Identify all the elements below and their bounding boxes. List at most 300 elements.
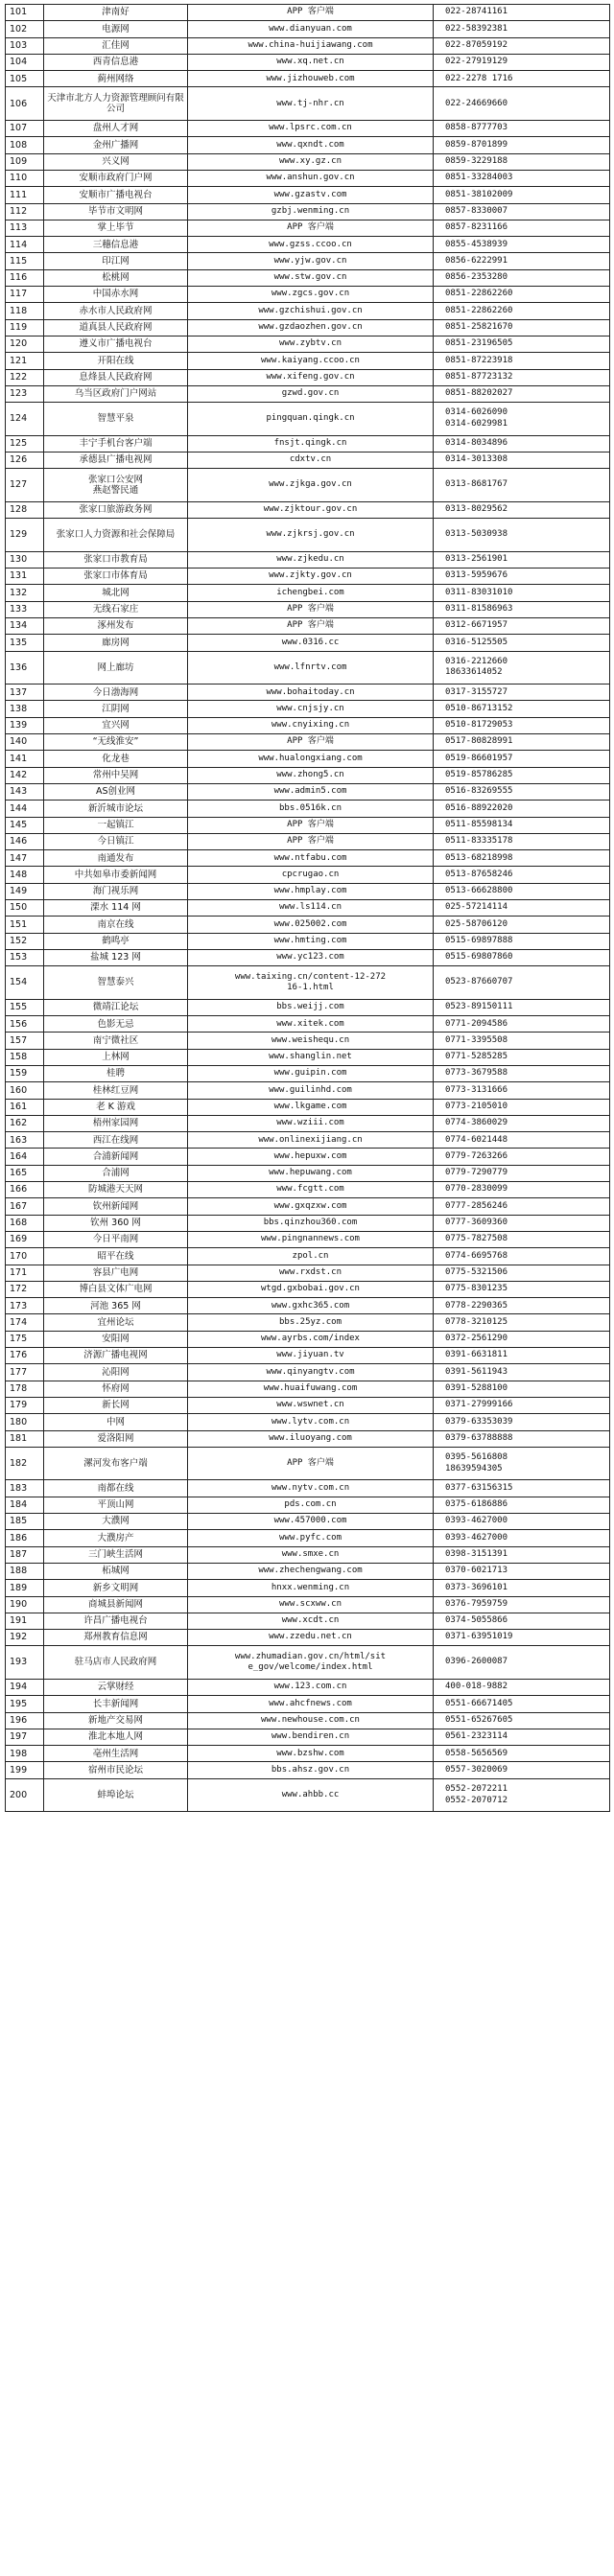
row-number: 122 <box>6 369 44 385</box>
row-number: 129 <box>6 519 44 552</box>
contact-phone: 0858-8777703 <box>434 121 610 137</box>
table-row <box>6 369 610 385</box>
row-number: 161 <box>6 1099 44 1115</box>
site-url: www.zjkty.gov.cn <box>188 569 434 585</box>
site-url: bbs.0516k.cn <box>188 801 434 817</box>
site-name: 南宁微社区 <box>44 1033 188 1049</box>
row-number: 105 <box>6 71 44 87</box>
contact-phone: 0771-5285285 <box>434 1049 610 1065</box>
contact-phone: 0393-4627000 <box>434 1530 610 1546</box>
site-name: 郑州教育信息网 <box>44 1630 188 1646</box>
table-row <box>6 303 610 319</box>
site-url: www.jiyuan.tv <box>188 1348 434 1364</box>
contact-phone: 0313-5030938 <box>434 519 610 552</box>
site-name: 溧水 114 网 <box>44 900 188 917</box>
site-name: 老 K 游戏 <box>44 1099 188 1115</box>
site-name: 张家口人力资源和社会保障局 <box>44 519 188 552</box>
table-row <box>6 1231 610 1247</box>
contact-phone: 0856-2353280 <box>434 269 610 286</box>
row-number: 199 <box>6 1762 44 1778</box>
table-row <box>6 1596 610 1613</box>
table-row <box>6 783 610 800</box>
row-number: 166 <box>6 1182 44 1198</box>
site-name: 沁阳网 <box>44 1364 188 1381</box>
site-url: www.ahcfnews.com <box>188 1696 434 1712</box>
site-name: 平顶山网 <box>44 1497 188 1513</box>
contact-phone: 025-57214114 <box>434 900 610 917</box>
table-row <box>6 1397 610 1413</box>
row-number: 191 <box>6 1613 44 1629</box>
contact-phone: 0511-85598134 <box>434 817 610 833</box>
row-number: 119 <box>6 319 44 336</box>
site-url: www.ntfabu.com <box>188 850 434 867</box>
site-name: 怀府网 <box>44 1381 188 1397</box>
row-number: 153 <box>6 949 44 965</box>
site-name: 中国赤水网 <box>44 287 188 303</box>
site-url: cpcrugao.cn <box>188 867 434 883</box>
site-url: www.zhumadian.gov.cn/html/sit e_gov/welcome/index.html <box>188 1646 434 1680</box>
contact-phone: 0371-27999166 <box>434 1397 610 1413</box>
contact-phone: 0774-6695768 <box>434 1248 610 1265</box>
contact-phone: 0552-2072211 0552-2070712 <box>434 1778 610 1812</box>
site-name: 防城港天天网 <box>44 1182 188 1198</box>
table-row <box>6 519 610 552</box>
contact-phone: 0775-7827508 <box>434 1231 610 1247</box>
table-row <box>6 1762 610 1778</box>
site-name: 蓟州网络 <box>44 71 188 87</box>
site-name: 今日镇江 <box>44 833 188 849</box>
row-number: 164 <box>6 1149 44 1165</box>
contact-phone: 0775-8301235 <box>434 1281 610 1297</box>
row-number: 184 <box>6 1497 44 1513</box>
site-name: 盐城 123 网 <box>44 949 188 965</box>
table-row <box>6 1149 610 1165</box>
contact-phone: 0851-38102009 <box>434 187 610 203</box>
site-name: 涿州发布 <box>44 617 188 634</box>
contact-phone: 0857-8231166 <box>434 220 610 236</box>
table-row <box>6 883 610 899</box>
table-row <box>6 1049 610 1065</box>
contact-phone: 0777-3609360 <box>434 1215 610 1231</box>
table-row <box>6 1778 610 1812</box>
row-number: 136 <box>6 651 44 685</box>
site-url: www.taixing.cn/content-12-272 16-1.html <box>188 966 434 1000</box>
row-number: 188 <box>6 1563 44 1579</box>
contact-phone: 022-24669660 <box>434 87 610 121</box>
site-url: www.bzshw.com <box>188 1746 434 1762</box>
site-url: www.ayrbs.com/index <box>188 1331 434 1347</box>
row-number: 117 <box>6 287 44 303</box>
table-row <box>6 1182 610 1198</box>
row-number: 121 <box>6 353 44 369</box>
table-row <box>6 1580 610 1596</box>
contact-phone: 0313-5959676 <box>434 569 610 585</box>
site-url: www.zhong5.cn <box>188 767 434 783</box>
site-name: 河池 365 网 <box>44 1298 188 1314</box>
table-row <box>6 220 610 236</box>
site-name: 常州中吴网 <box>44 767 188 783</box>
contact-phone: 022-28741161 <box>434 5 610 21</box>
contact-phone: 0513-87658246 <box>434 867 610 883</box>
contact-phone: 0316-5125505 <box>434 635 610 651</box>
contact-phone: 0855-4538939 <box>434 237 610 253</box>
row-number: 113 <box>6 220 44 236</box>
site-url: www.wziii.com <box>188 1115 434 1131</box>
contact-phone: 0379-63353039 <box>434 1414 610 1430</box>
site-url: www.jizhouweb.com <box>188 71 434 87</box>
contact-phone: 0561-2323114 <box>434 1729 610 1745</box>
contact-phone: 0391-6631811 <box>434 1348 610 1364</box>
row-number: 118 <box>6 303 44 319</box>
contact-phone: 0317-3155727 <box>434 685 610 701</box>
table-row <box>6 1281 610 1297</box>
row-number: 171 <box>6 1265 44 1281</box>
contact-phone: 022-87059192 <box>434 37 610 54</box>
site-name: 上林网 <box>44 1049 188 1065</box>
table-row <box>6 1696 610 1712</box>
site-url: www.gxhc365.com <box>188 1298 434 1314</box>
table-row <box>6 37 610 54</box>
site-name: 钦州 360 网 <box>44 1215 188 1231</box>
contact-phone: 0771-3395508 <box>434 1033 610 1049</box>
contact-phone: 0851-23196505 <box>434 336 610 352</box>
contact-phone: 0398-3151391 <box>434 1546 610 1563</box>
contact-phone: 400-018-9882 <box>434 1679 610 1695</box>
table-row <box>6 5 610 21</box>
site-name: 松桃网 <box>44 269 188 286</box>
site-url: www.xifeng.gov.cn <box>188 369 434 385</box>
row-number: 115 <box>6 253 44 269</box>
row-number: 189 <box>6 1580 44 1596</box>
table-row <box>6 153 610 170</box>
site-url: www.nytv.com.cn <box>188 1480 434 1497</box>
site-url: APP 客户端 <box>188 5 434 21</box>
contact-phone: 0851-22862260 <box>434 287 610 303</box>
site-name: AS创业网 <box>44 783 188 800</box>
contact-phone: 0770-2830099 <box>434 1182 610 1198</box>
site-url: www.zzedu.net.cn <box>188 1630 434 1646</box>
row-number: 123 <box>6 385 44 402</box>
site-name: 爱洛阳网 <box>44 1430 188 1447</box>
contact-phone: 0312-6671957 <box>434 617 610 634</box>
row-number: 116 <box>6 269 44 286</box>
contact-phone: 0377-63156315 <box>434 1480 610 1497</box>
site-name: 大濮网 <box>44 1514 188 1530</box>
row-number: 151 <box>6 917 44 933</box>
site-name: 鹤鸣亭 <box>44 933 188 949</box>
table-row <box>6 21 610 37</box>
row-number: 170 <box>6 1248 44 1265</box>
contact-phone: 0375-6186886 <box>434 1497 610 1513</box>
row-number: 162 <box>6 1115 44 1131</box>
site-name: 毕节市文明网 <box>44 203 188 220</box>
site-url: www.newhouse.com.cn <box>188 1712 434 1729</box>
site-url: www.zjkedu.cn <box>188 551 434 568</box>
contact-phone: 0774-3860029 <box>434 1115 610 1131</box>
site-name: 柘城网 <box>44 1563 188 1579</box>
site-name: 许昌广播电视台 <box>44 1613 188 1629</box>
table-row <box>6 1430 610 1447</box>
contact-phone: 0513-68218998 <box>434 850 610 867</box>
table-row <box>6 1630 610 1646</box>
site-name: 息烽县人民政府网 <box>44 369 188 385</box>
site-url: www.yc123.com <box>188 949 434 965</box>
contact-phone: 0773-3131666 <box>434 1082 610 1099</box>
table-row <box>6 269 610 286</box>
site-name: 宿州市民论坛 <box>44 1762 188 1778</box>
row-number: 190 <box>6 1596 44 1613</box>
contact-phone: 0371-63951019 <box>434 1630 610 1646</box>
site-name: 三门峡生活网 <box>44 1546 188 1563</box>
site-name: 新地产交易网 <box>44 1712 188 1729</box>
site-name: 乌当区政府门户网站 <box>44 385 188 402</box>
row-number: 154 <box>6 966 44 1000</box>
site-url: www.fcgtt.com <box>188 1182 434 1198</box>
row-number: 163 <box>6 1132 44 1149</box>
table-row <box>6 601 610 617</box>
row-number: 175 <box>6 1331 44 1347</box>
site-name: 云掌财经 <box>44 1679 188 1695</box>
row-number: 182 <box>6 1447 44 1480</box>
row-number: 152 <box>6 933 44 949</box>
table-row <box>6 999 610 1015</box>
contact-phone: 0311-81586963 <box>434 601 610 617</box>
contact-phone: 0771-2094586 <box>434 1016 610 1033</box>
row-number: 194 <box>6 1679 44 1695</box>
site-name: 钦州新闻网 <box>44 1198 188 1215</box>
row-number: 143 <box>6 783 44 800</box>
contact-phone: 0372-2561290 <box>434 1331 610 1347</box>
table-row <box>6 635 610 651</box>
site-url: www.pingnannews.com <box>188 1231 434 1247</box>
site-url: www.lytv.com.cn <box>188 1414 434 1430</box>
site-url: www.admin5.com <box>188 783 434 800</box>
site-name: 城北网 <box>44 585 188 601</box>
site-url: www.zhechengwang.com <box>188 1563 434 1579</box>
contact-phone: 0851-25821670 <box>434 319 610 336</box>
contact-phone: 0313-2561901 <box>434 551 610 568</box>
contact-phone: 0851-87223918 <box>434 353 610 369</box>
site-name: 无线石家庄 <box>44 601 188 617</box>
site-url: www.zybtv.cn <box>188 336 434 352</box>
table-row <box>6 767 610 783</box>
contact-phone: 0557-3020069 <box>434 1762 610 1778</box>
row-number: 110 <box>6 170 44 186</box>
row-number: 165 <box>6 1165 44 1181</box>
site-name: 宜兴网 <box>44 717 188 733</box>
site-url: www.lkgame.com <box>188 1099 434 1115</box>
contact-phone: 0519-86601957 <box>434 751 610 767</box>
row-number: 108 <box>6 137 44 153</box>
row-number: 160 <box>6 1082 44 1099</box>
table-row <box>6 1414 610 1430</box>
row-number: 148 <box>6 867 44 883</box>
row-number: 125 <box>6 435 44 452</box>
table-row <box>6 1679 610 1695</box>
site-name: 金州广播网 <box>44 137 188 153</box>
site-url: www.0316.cc <box>188 635 434 651</box>
site-name: 遵义市广播电视台 <box>44 336 188 352</box>
row-number: 132 <box>6 585 44 601</box>
table-row <box>6 501 610 518</box>
table-row <box>6 187 610 203</box>
site-url: www.hepuxw.com <box>188 1149 434 1165</box>
row-number: 172 <box>6 1281 44 1297</box>
table-row <box>6 1331 610 1347</box>
site-name: 漯河发布客户端 <box>44 1447 188 1480</box>
row-number: 142 <box>6 767 44 783</box>
site-url: www.lfnrtv.com <box>188 651 434 685</box>
site-name: 张家口市教育局 <box>44 551 188 568</box>
site-name: 印江网 <box>44 253 188 269</box>
table-row <box>6 1099 610 1115</box>
site-name: 张家口市体育局 <box>44 569 188 585</box>
row-number: 111 <box>6 187 44 203</box>
site-name: 商城县新闻网 <box>44 1596 188 1613</box>
site-url: www.dianyuan.com <box>188 21 434 37</box>
site-url: cdxtv.cn <box>188 453 434 469</box>
row-number: 156 <box>6 1016 44 1033</box>
site-url: APP 客户端 <box>188 617 434 634</box>
row-number: 200 <box>6 1778 44 1812</box>
site-name: 桂林红豆网 <box>44 1082 188 1099</box>
table-row <box>6 917 610 933</box>
table-row <box>6 237 610 253</box>
site-url: www.xitek.com <box>188 1016 434 1033</box>
site-url: www.china-huijiawang.com <box>188 37 434 54</box>
site-url: www.qxndt.com <box>188 137 434 153</box>
table-row <box>6 817 610 833</box>
site-url: APP 客户端 <box>188 734 434 751</box>
site-name: 智慧泰兴 <box>44 966 188 1000</box>
row-number: 176 <box>6 1348 44 1364</box>
row-number: 187 <box>6 1546 44 1563</box>
site-url: APP 客户端 <box>188 833 434 849</box>
site-url: www.bohaitoday.cn <box>188 685 434 701</box>
table-row <box>6 87 610 121</box>
site-url: APP 客户端 <box>188 1447 434 1480</box>
contact-phone: 0778-3210125 <box>434 1314 610 1331</box>
site-name: 道真县人民政府网 <box>44 319 188 336</box>
site-name: 海门视乐网 <box>44 883 188 899</box>
table-row <box>6 1198 610 1215</box>
row-number: 150 <box>6 900 44 917</box>
site-url: hnxx.wenming.cn <box>188 1580 434 1596</box>
row-number: 196 <box>6 1712 44 1729</box>
site-name: 汇佳网 <box>44 37 188 54</box>
site-url: www.wswnet.cn <box>188 1397 434 1413</box>
site-url: gzbj.wenming.cn <box>188 203 434 220</box>
site-name: 一起镇江 <box>44 817 188 833</box>
site-url: www.gzss.ccoo.cn <box>188 237 434 253</box>
site-url: www.stw.gov.cn <box>188 269 434 286</box>
table-row <box>6 1298 610 1314</box>
site-url: www.xq.net.cn <box>188 54 434 70</box>
site-name: 兴义网 <box>44 153 188 170</box>
table-row <box>6 1265 610 1281</box>
contact-phone: 0856-6222991 <box>434 253 610 269</box>
contact-phone: 0376-7959759 <box>434 1596 610 1613</box>
contact-phone: 022-58392381 <box>434 21 610 37</box>
table-row <box>6 1563 610 1579</box>
table-row <box>6 121 610 137</box>
site-url: ichengbei.com <box>188 585 434 601</box>
site-name: 淮北本地人网 <box>44 1729 188 1745</box>
table-row <box>6 203 610 220</box>
row-number: 158 <box>6 1049 44 1065</box>
row-number: 192 <box>6 1630 44 1646</box>
site-url: www.smxe.cn <box>188 1546 434 1563</box>
site-url: www.tj-nhr.cn <box>188 87 434 121</box>
row-number: 168 <box>6 1215 44 1231</box>
contact-phone: 0511-83335178 <box>434 833 610 849</box>
site-name: 安阳网 <box>44 1331 188 1347</box>
row-number: 186 <box>6 1530 44 1546</box>
row-number: 193 <box>6 1646 44 1680</box>
site-url: www.cnyixing.cn <box>188 717 434 733</box>
site-url: wtgd.gxbobai.gov.cn <box>188 1281 434 1297</box>
site-url: www.zgcs.gov.cn <box>188 287 434 303</box>
table-row <box>6 1115 610 1131</box>
row-number: 197 <box>6 1729 44 1745</box>
site-name: 承德县广播电视网 <box>44 453 188 469</box>
contact-phone: 0773-3679588 <box>434 1066 610 1082</box>
row-number: 106 <box>6 87 44 121</box>
site-name: 驻马店市人民政府网 <box>44 1646 188 1680</box>
table-row <box>6 403 610 436</box>
table-row <box>6 1033 610 1049</box>
site-url: APP 客户端 <box>188 601 434 617</box>
row-number: 181 <box>6 1430 44 1447</box>
contact-phone: 0396-2600087 <box>434 1646 610 1680</box>
contact-phone: 0779-7290779 <box>434 1165 610 1181</box>
site-url: www.123.com.cn <box>188 1679 434 1695</box>
table-row <box>6 54 610 70</box>
contact-phone: 0510-81729053 <box>434 717 610 733</box>
contact-phone: 0395-5616808 18639594305 <box>434 1447 610 1480</box>
site-name: 智慧平泉 <box>44 403 188 436</box>
row-number: 135 <box>6 635 44 651</box>
contact-phone: 0851-33284003 <box>434 170 610 186</box>
table-row <box>6 336 610 352</box>
site-url: www.guipin.com <box>188 1066 434 1082</box>
table-row <box>6 1480 610 1497</box>
table-row <box>6 1381 610 1397</box>
table-row <box>6 1132 610 1149</box>
row-number: 174 <box>6 1314 44 1331</box>
site-url: pingquan.qingk.cn <box>188 403 434 436</box>
row-number: 198 <box>6 1746 44 1762</box>
site-name: 电源网 <box>44 21 188 37</box>
site-name: 江阴网 <box>44 701 188 717</box>
site-url: bbs.ahsz.gov.cn <box>188 1762 434 1778</box>
contact-phone: 0513-66628800 <box>434 883 610 899</box>
contact-phone: 0523-89150111 <box>434 999 610 1015</box>
site-url: bbs.25yz.com <box>188 1314 434 1331</box>
site-name: 津南好 <box>44 5 188 21</box>
row-number: 102 <box>6 21 44 37</box>
row-number: 145 <box>6 817 44 833</box>
table-row <box>6 319 610 336</box>
site-url: www.kaiyang.ccoo.cn <box>188 353 434 369</box>
row-number: 127 <box>6 469 44 502</box>
row-number: 147 <box>6 850 44 867</box>
site-name: 安顺市政府门户网 <box>44 170 188 186</box>
contact-phone: 0851-22862260 <box>434 303 610 319</box>
site-url: www.lpsrc.com.cn <box>188 121 434 137</box>
site-url: www.guilinhd.com <box>188 1082 434 1099</box>
table-row <box>6 1613 610 1629</box>
